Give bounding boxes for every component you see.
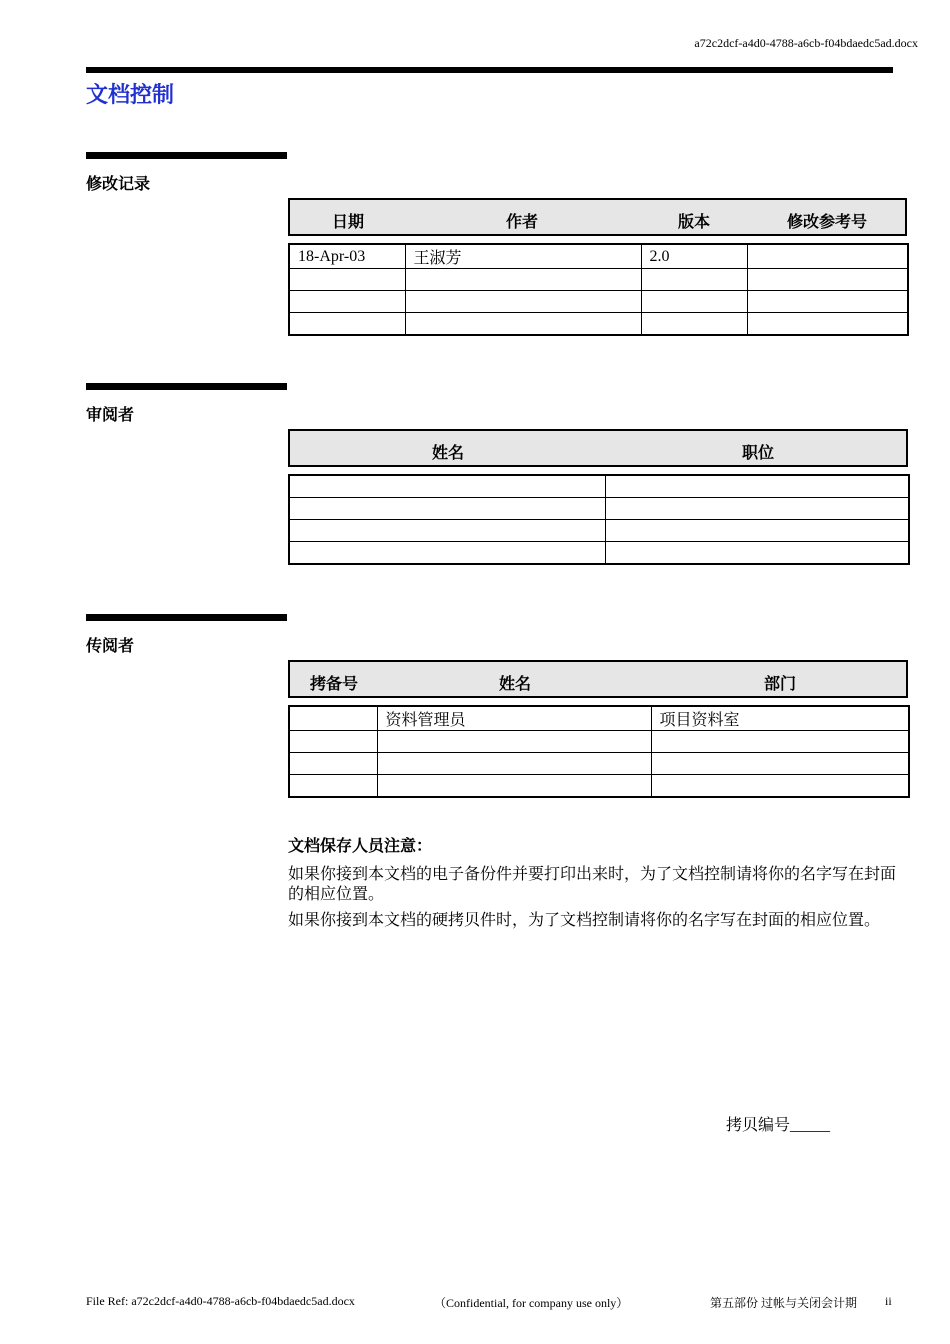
revision-table-header [288, 198, 907, 236]
header-rule [86, 67, 893, 73]
table-cell [289, 520, 605, 542]
table-cell [289, 542, 605, 565]
distribution-col-name: 姓名 [498, 674, 532, 693]
custodian-notes [288, 836, 908, 937]
table-cell [289, 498, 605, 520]
table-cell [747, 313, 908, 336]
section-title-distribution: 传阅者 [86, 636, 135, 655]
table-cell: 资料管理员 [377, 706, 651, 731]
table-cell [605, 475, 909, 498]
header-file-name: a72c2dcf-a4d0-4788-a6cb-f04bdaedc5ad.docx [694, 36, 918, 50]
distribution-table [288, 705, 910, 798]
table-cell [641, 269, 747, 291]
table-cell [377, 731, 651, 753]
page-title: 文档控制 [86, 83, 175, 108]
table-row [289, 731, 909, 753]
table-cell [289, 731, 377, 753]
section-title-revisions: 修改记录 [86, 174, 151, 193]
table-cell [651, 775, 909, 798]
section-rule-distribution [86, 614, 287, 621]
copy-number-label: 拷贝编号_____ [726, 1117, 831, 1134]
table-cell [641, 313, 747, 336]
distribution-table-header [288, 660, 908, 698]
table-row [289, 313, 908, 336]
footer-file-ref: File Ref: a72c2dcf-a4d0-4788-a6cb-f04bdaedc5ad.docx [86, 1294, 355, 1308]
reviewers-table [288, 474, 910, 565]
table-cell [289, 291, 405, 313]
table-cell [377, 753, 651, 775]
revision-col-author: 作者 [505, 212, 539, 231]
table-cell [405, 291, 641, 313]
table-cell: 王淑芳 [405, 244, 641, 269]
table-cell [747, 269, 908, 291]
table-row [289, 753, 909, 775]
table-cell [289, 313, 405, 336]
revision-col-version: 版本 [677, 212, 711, 231]
table-cell [405, 269, 641, 291]
table-cell [651, 753, 909, 775]
footer-page-number: ii [885, 1294, 892, 1308]
table-cell [747, 291, 908, 313]
table-cell [605, 520, 909, 542]
revision-col-date: 日期 [331, 212, 365, 231]
table-cell [605, 542, 909, 565]
table-row [289, 775, 909, 798]
table-cell [289, 753, 377, 775]
reviewers-col-position: 职位 [741, 443, 775, 462]
table-cell: 2.0 [641, 244, 747, 269]
table-cell [405, 313, 641, 336]
table-cell: 18-Apr-03 [289, 244, 405, 269]
table-row [289, 244, 908, 269]
reviewers-table-header [288, 429, 908, 467]
section-rule-revisions [86, 152, 287, 159]
section-title-reviewers: 审阅者 [86, 405, 135, 424]
table-cell [289, 706, 377, 731]
notes-title: 文档保存人员注意： [288, 836, 433, 855]
section-rule-reviewers [86, 383, 287, 390]
reviewers-col-name: 姓名 [431, 443, 465, 462]
footer-section: 第五部份 过帐与关闭会计期 [710, 1296, 858, 1310]
table-cell [605, 498, 909, 520]
table-cell [289, 269, 405, 291]
table-cell [641, 291, 747, 313]
table-cell [289, 475, 605, 498]
table-cell [747, 244, 908, 269]
table-row [289, 498, 909, 520]
table-cell [377, 775, 651, 798]
table-row [289, 706, 909, 731]
distribution-col-department: 部门 [763, 674, 797, 693]
distribution-col-copy-no: 拷备号 [309, 674, 359, 693]
table-row [289, 269, 908, 291]
table-row [289, 475, 909, 498]
table-row [289, 542, 909, 565]
table-row [289, 291, 908, 313]
table-row [289, 520, 909, 542]
footer-confidential: （Confidential, for company use only） [434, 1296, 629, 1310]
revision-col-ref: 修改参考号 [786, 212, 868, 231]
notes-paragraph-hardcopy: 如果你接到本文档的硬拷贝件时，为了文档控制请将你的名字写在封面的相应位置。 [288, 912, 881, 929]
table-cell: 项目资料室 [651, 706, 909, 731]
table-cell [289, 775, 377, 798]
notes-paragraph-electronic: 如果你接到本文档的电子备份件并要打印出来时，为了文档控制请将你的名字写在封面的相应位置。 [288, 866, 897, 903]
revision-table [288, 243, 909, 336]
table-cell [651, 731, 909, 753]
